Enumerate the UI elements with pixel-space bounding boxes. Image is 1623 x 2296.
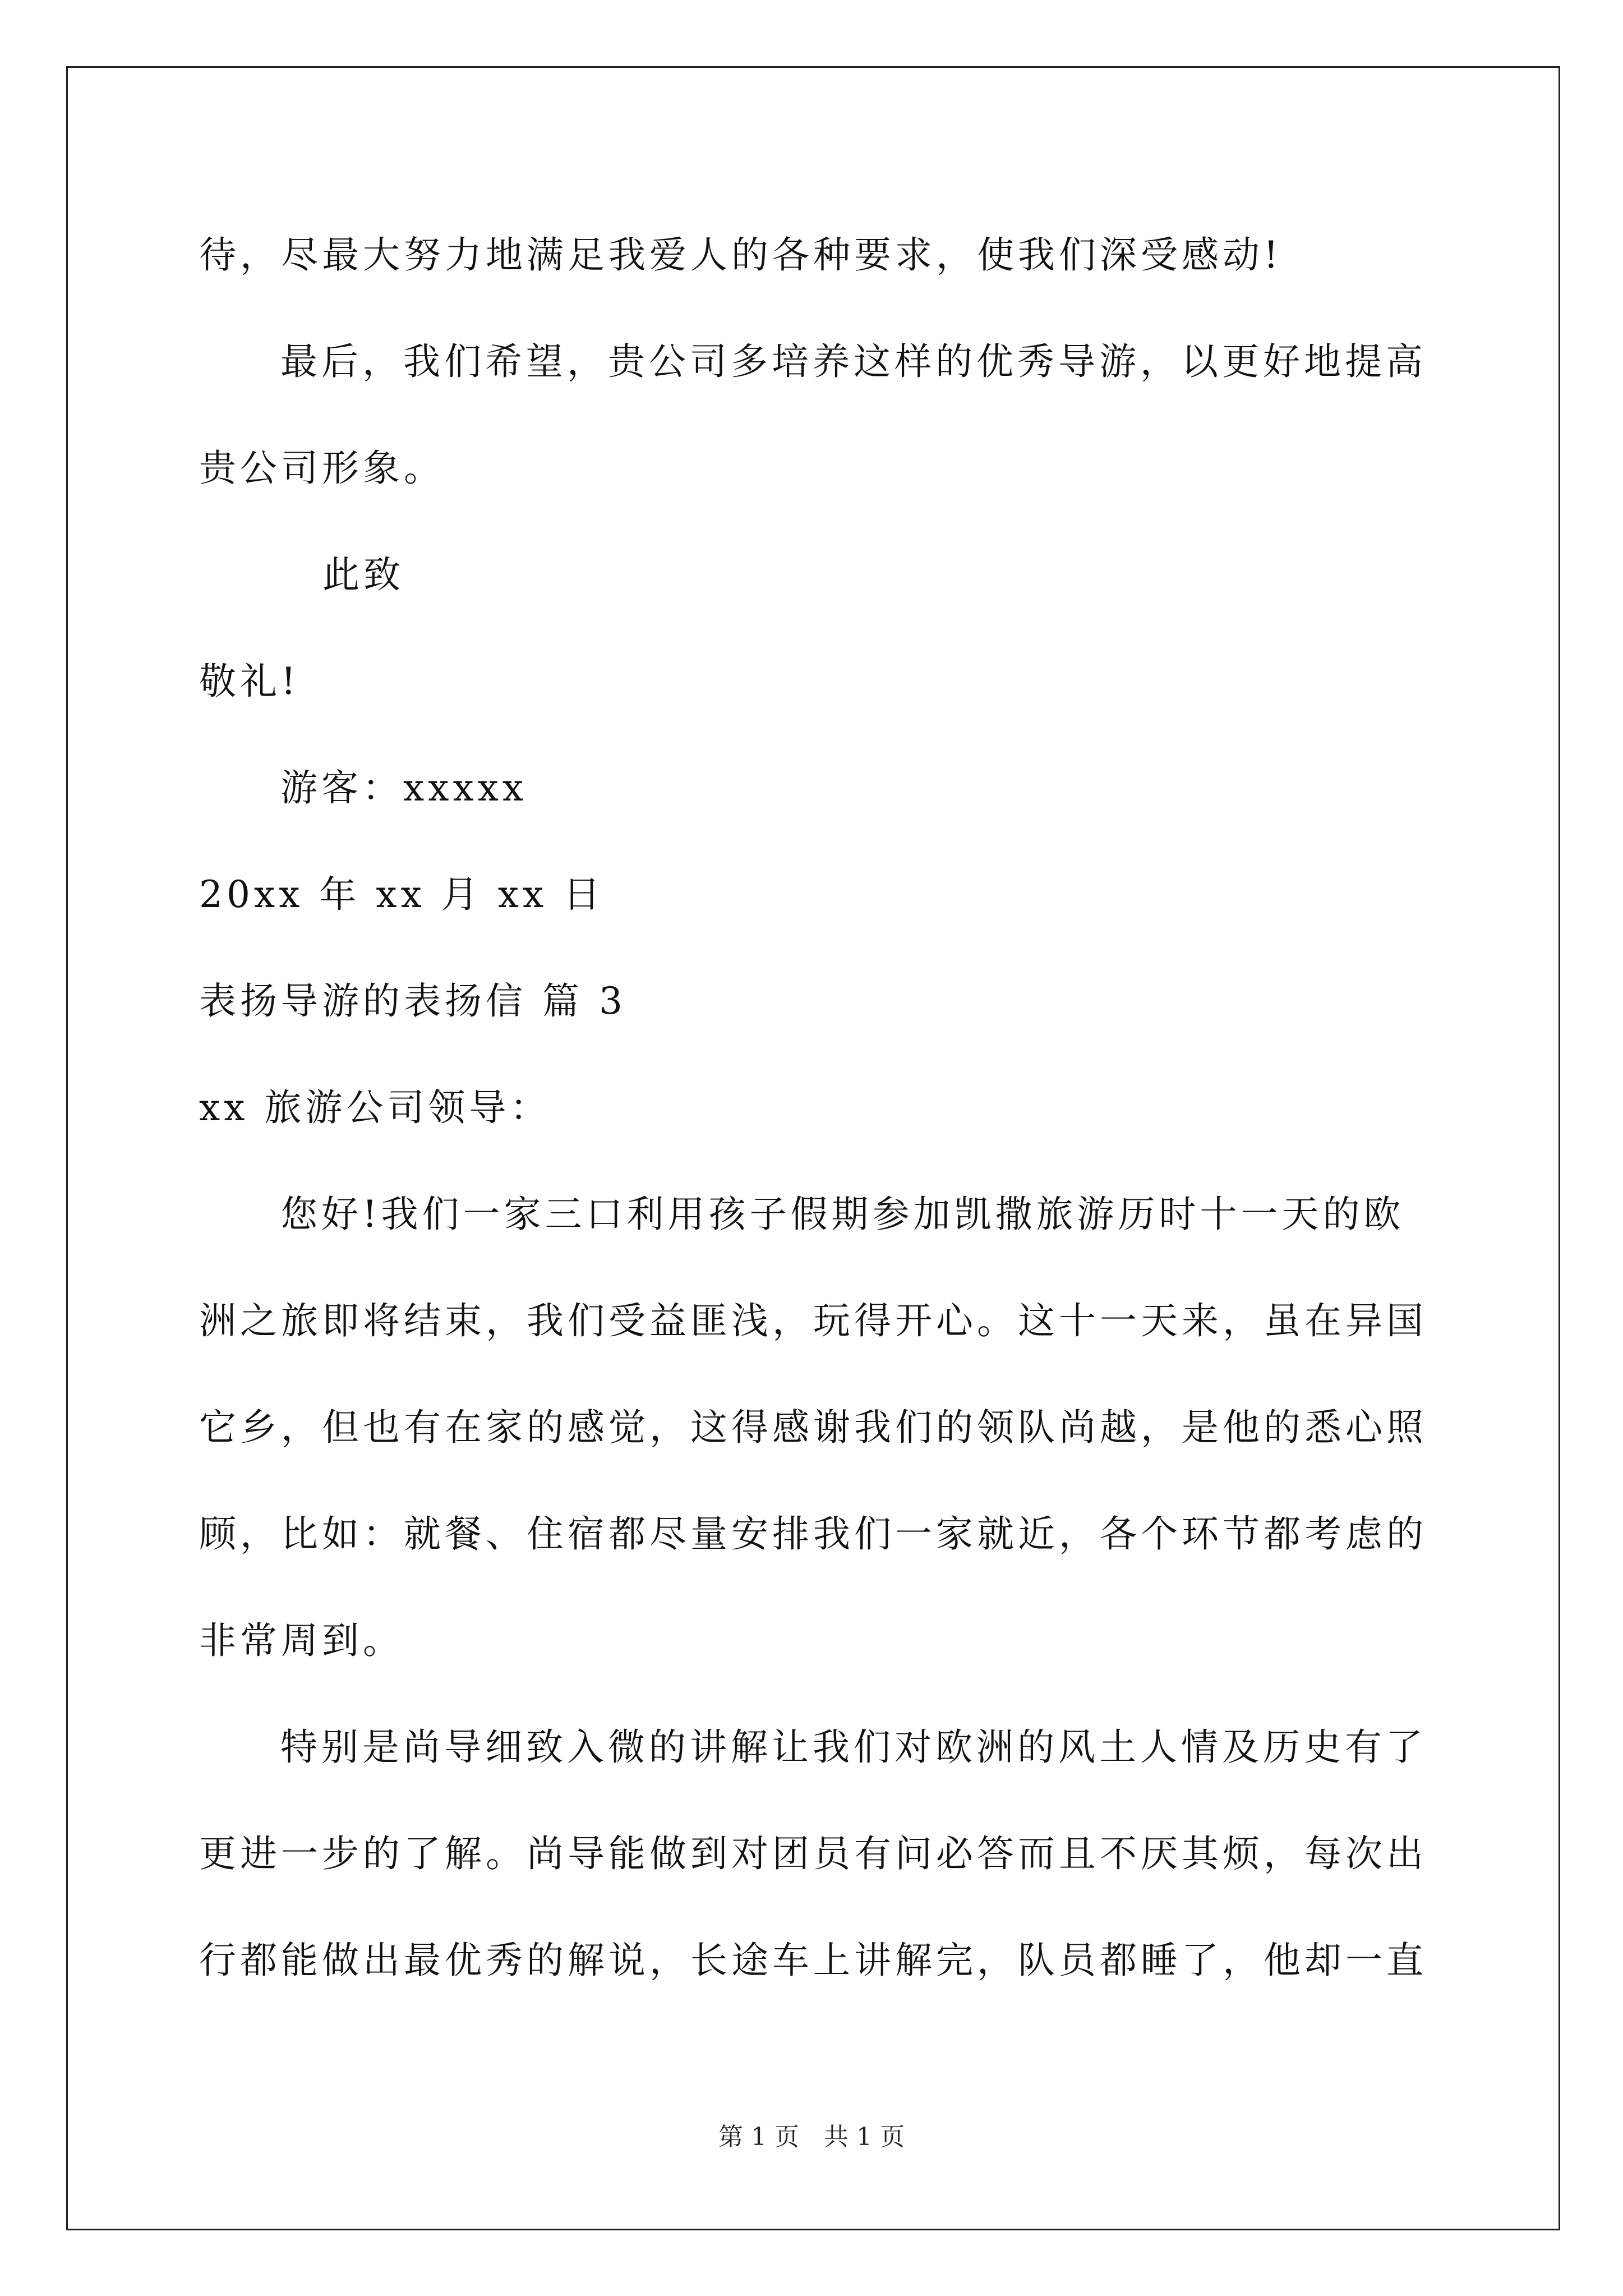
text-line: 待，尽最大努力地满足我爱人的各种要求，使我们深受感动!: [199, 233, 1283, 277]
closing-salutation: 此致: [322, 553, 404, 596]
text-line: 它乡，但也有在家的感觉，这得感谢我们的领队尚越，是他的悉心照: [199, 1406, 1427, 1449]
text-line: 非常周到。: [199, 1619, 404, 1662]
signature: 游客：xxxxx: [280, 766, 528, 809]
text-line: 您好!我们一家三口利用孩子假期参加凯撒旅游历时十一天的欧: [280, 1193, 1405, 1236]
recipient-line: xx 旅游公司领导：: [199, 1086, 551, 1129]
text-line: 顾，比如：就餐、住宿都尽量安排我们一家就近，各个环节都考虑的: [199, 1512, 1427, 1556]
date-line: 20xx 年 xx 月 xx 日: [199, 873, 605, 916]
text-line: 洲之旅即将结束，我们受益匪浅，玩得开心。这十一天来，虽在异国: [199, 1299, 1427, 1342]
text-line: 更进一步的了解。尚导能做到对团员有问必答而且不厌其烦，每次出: [199, 1832, 1427, 1875]
document-body: [199, 202, 1433, 2014]
closing-regards: 敬礼!: [199, 660, 300, 703]
text-line: 特别是尚导细致入微的讲解让我们对欧洲的风土人情及历史有了: [280, 1726, 1427, 1769]
text-line: 行都能做出最优秀的解说，长途车上讲解完，队员都睡了，他却一直: [199, 1939, 1427, 1982]
section-heading: 表扬导游的表扬信 篇 3: [199, 979, 626, 1023]
page-footer: 第 1 页 共 1 页: [718, 2123, 905, 2151]
text-line: 贵公司形象。: [199, 447, 445, 490]
text-line: 最后，我们希望，贵公司多培养这样的优秀导游，以更好地提高: [280, 340, 1427, 383]
